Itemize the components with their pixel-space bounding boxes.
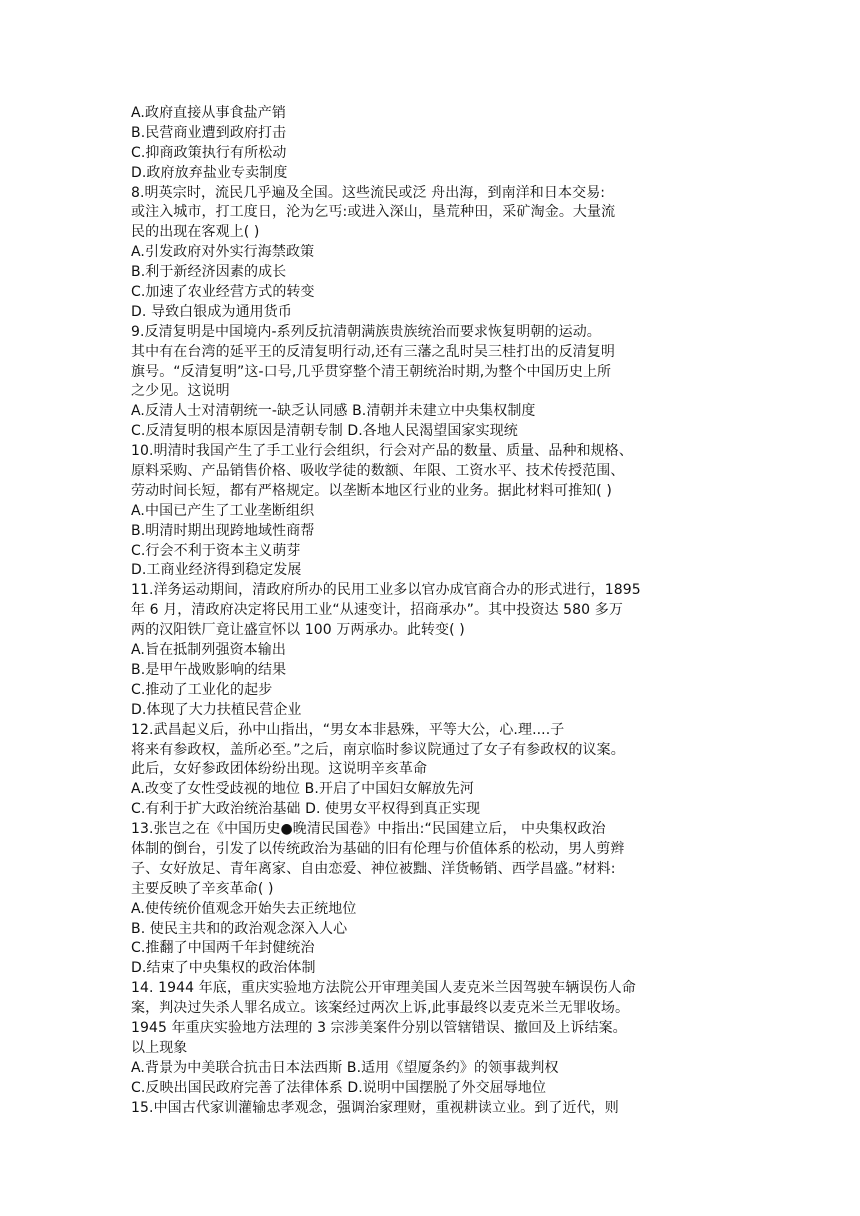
text-line: C.反清复明的根本原因是清朝专制 D.各地人民渴望国家实现统 — [131, 423, 518, 440]
text-line: 将来有参政权，盖所必至。”之后，南京临时参议院通过了女子有参政权的议案。 — [131, 741, 625, 758]
text-line: B. 使民主共和的政治观念深入人心 — [131, 920, 348, 937]
text-line: C.行会不利于资本主义萌芽 — [131, 542, 301, 559]
text-line: C.加速了农业经营方式的转变 — [131, 284, 315, 301]
text-line: D.政府放弃盐业专卖制度 — [131, 164, 288, 181]
text-line: 劳动时间长短，都有严格规定。以垄断本地区行业的业务。据此材料可推知( ) — [131, 482, 612, 499]
text-line: C.抑商政策执行有所松动 — [131, 144, 287, 161]
text-line: 体制的倒台，引发了以传统政治为基础的旧有伦理与价值体系的松动，男人剪辫 — [131, 840, 625, 857]
text-line: 10.明清时我国产生了手工业行会组织，行会对产品的数量、质量、品种和规格、 — [131, 443, 633, 460]
text-line: C.有利于扩大政治统治基础 D. 使男女平权得到真正实现 — [131, 801, 481, 818]
text-line: 以上现象 — [131, 1039, 188, 1056]
text-line: 案，判决过失杀人罪名成立。该案经过两次上诉,此事最终以麦克米兰无罪收场。 — [131, 1000, 630, 1017]
text-line: 主要反映了辛亥革命( ) — [131, 880, 274, 897]
text-line: 年 6 月，清政府决定将民用工业“从速变计，招商承办”。其中投资达 580 多万 — [131, 602, 623, 619]
text-line: D.体现了大力扶植民营企业 — [131, 701, 302, 718]
text-line: A.中国已产生了工业垄断组织 — [131, 502, 315, 519]
text-line: 12.武昌起义后，孙中山指出，“男女本非悬殊，平等大公，心.理....子 — [131, 721, 565, 738]
text-line: 8.明英宗时，流民几乎遍及全国。这些流民或泛 舟出海，到南洋和日本交易: — [131, 184, 606, 201]
text-line: 或注入城市，打工度日，沦为乞丐:或进入深山，垦荒种田，采矿淘金。大量流 — [131, 204, 616, 221]
text-line: C.反映出国民政府完善了法律体系 D.说明中国摆脱了外交屈辱地位 — [131, 1079, 547, 1096]
question-text-body — [131, 104, 691, 1118]
text-line: 原料采购、产品销售价格、吸收学徒的数额、年限、工资水平、技术传授范围、 — [131, 463, 625, 480]
text-line: D.工商业经济得到稳定发展 — [131, 562, 302, 579]
text-line: B.明清时期出现跨地域性商帮 — [131, 522, 315, 539]
text-line: A.使传统价值观念开始失去正统地位 — [131, 900, 357, 917]
text-line: A.旨在抵制列强资本输出 — [131, 642, 286, 659]
text-line: 11.洋务运动期间，清政府所办的民用工业多以官办成官商合办的形式进行，1895 — [131, 582, 641, 599]
text-line: 15.中国古代家训灌输忠孝观念，强调治家理财，重视耕读立业。到了近代，则 — [131, 1099, 619, 1116]
text-line: 旗号。“反清复明”这-口号,几乎贯穿整个清王朝统治时期,为整个中国历史上所 — [131, 363, 612, 380]
text-line: 两的汉阳铁厂竟让盛宣怀以 100 万两承办。此转变( ) — [131, 622, 465, 639]
text-line: C.推翻了中国两千年封健统治 — [131, 940, 315, 957]
text-line: A.政府直接从事食盐产销 — [131, 105, 286, 121]
text-line: A.反清人士对清朝统一-缺乏认同感 B.清朝并未建立中央集权制度 — [131, 403, 536, 420]
text-line: A.改变了女性受歧视的地位 B.开启了中国妇女解放先河 — [131, 781, 474, 798]
text-line: B.是甲午战败影响的结果 — [131, 661, 287, 678]
text-line: 9.反清复明是中国境内-系列反抗清朝满族贵族统治而要求恢复明朝的运动。 — [131, 323, 601, 340]
text-line: A.背景为中美联合抗击日本法西斯 B.适用《望厦条约》的领事裁判权 — [131, 1059, 559, 1076]
text-line: 之少见。这说明 — [131, 383, 230, 400]
text-line: 此后，女好参政团体纷纷出现。这说明辛亥革命 — [131, 761, 428, 778]
text-line: 14. 1944 年底，重庆实验地方法院公开审理美国人麦克米兰因驾驶车辆误伤人命 — [131, 980, 636, 997]
text-line: C.推动了工业化的起步 — [131, 681, 273, 698]
text-line: 民的出现在客观上( ) — [131, 224, 260, 241]
text-line: D. 导致白银成为通用货币 — [131, 303, 292, 320]
text-line: 子、女好放足、青年离家、自由恋爱、神位被黜、洋货畅销、西学昌盛。”材料: — [131, 860, 616, 877]
text-line: B.利于新经济因素的成长 — [131, 264, 287, 281]
text-line: D.结束了中央集权的政治体制 — [131, 960, 316, 977]
text-line: B.民营商业遭到政府打击 — [131, 124, 287, 141]
text-line: 1945 年重庆实验地方法理的 3 宗涉美案件分别以管辖错误、撤回及上诉结案。 — [131, 1019, 627, 1036]
text-line: 其中有在台湾的延平王的反清复明行动,还有三藩之乱时吴三桂打出的反清复明 — [131, 343, 615, 360]
text-line: A.引发政府对外实行海禁政策 — [131, 244, 315, 261]
text-line: 13.张岂之在《中国历史●晚清民国卷》中指出:“民国建立后， 中央集权政治 — [131, 821, 606, 838]
